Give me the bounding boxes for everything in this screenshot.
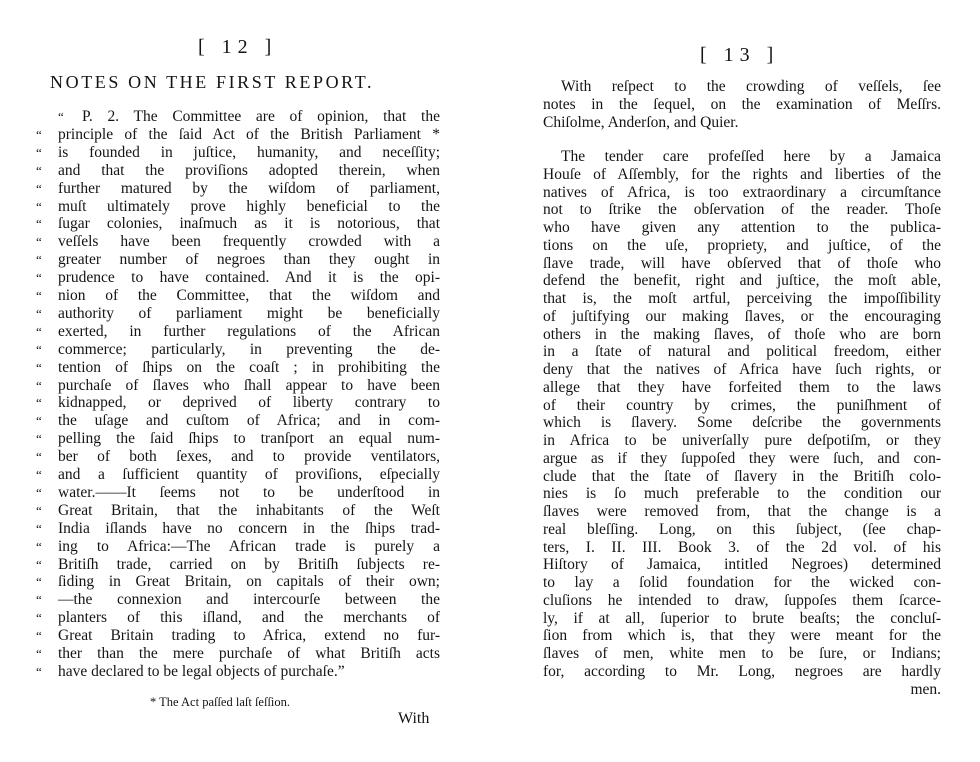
quote-mark: “ <box>36 323 42 339</box>
text-line: With reſpect to the crowding of veſſels, ſee <box>561 78 941 95</box>
quote-mark: “ <box>36 234 42 250</box>
text-line <box>36 573 446 591</box>
line-text: nion of the Committee, that the wiſdom and <box>58 287 440 304</box>
text-line <box>36 108 446 126</box>
line-text: purchaſe of ſlaves who ſhall appear to have been <box>58 376 440 394</box>
line-text: India iſlands have no concern in the ſhips trad- <box>58 519 440 537</box>
text-line: which is ſlavery. Some deſcribe the governments <box>543 414 941 432</box>
text-line <box>36 645 446 663</box>
text-line <box>36 233 446 251</box>
text-line: argue as if they ſuppoſed they were ſuch, and con- <box>543 449 941 467</box>
quote-mark: “ <box>36 144 42 160</box>
text-line <box>36 663 446 681</box>
line-text: greater number of negroes than they ought in <box>58 251 440 269</box>
line-text: pelling the ſaid ſhips to tranſport an equal num- <box>58 430 440 448</box>
text-line: men. <box>910 680 941 698</box>
text-line: that is, the moſt artful, perceiving the impoſſibility <box>543 290 941 308</box>
text-line <box>36 412 446 430</box>
text-line: natives of Africa, is too extraordinary a circumſtance <box>543 183 941 201</box>
line-text: ſiding in Great Britain, on capitals of their own; <box>58 573 440 591</box>
text-line: in Africa to be univerſally pure deſpotiſm, or they <box>543 432 941 450</box>
text-line: not to ſtrike the obſervation of the reader. Thoſe <box>543 201 941 219</box>
text-line: ſlaves of men, white men to be ſure, or Indians; <box>543 645 941 663</box>
quote-mark: “ <box>36 377 42 393</box>
page-heading: NOTES ON THE FIRST REPORT. <box>50 72 375 92</box>
line-text: prudence to have contained. And it is the opi- <box>58 269 440 287</box>
line-text: kidnapped, or deprived of liberty contrary to <box>58 394 440 412</box>
quote-mark: “ <box>36 502 42 518</box>
quote-mark: “ <box>36 126 42 142</box>
text-line: to lay a ſolid foundation for the wicked con- <box>543 574 941 592</box>
quote-mark: “ <box>36 449 42 465</box>
quote-mark: “ <box>36 198 42 214</box>
line-text: is founded in juſtice, humanity, and neceſſity; <box>58 143 440 161</box>
quote-mark: “ <box>36 341 42 357</box>
text-line: ſlaves were removed from, that the change is a <box>543 503 941 521</box>
line-text: Great Britain trading to Africa, extend no fur- <box>58 627 440 645</box>
text-line: tions on the uſe, propriety, and juſtice, of the <box>543 236 941 254</box>
quote-mark: “ <box>36 305 42 321</box>
text-line <box>36 287 446 305</box>
line-text: —the connexion and intercourſe between the <box>58 591 440 609</box>
text-line <box>36 162 446 180</box>
text-line <box>36 341 446 359</box>
text-line <box>36 305 446 323</box>
quote-mark: “ <box>36 663 42 679</box>
text-line <box>36 394 446 412</box>
text-line: The tender care profeſſed here by a Jamaica <box>561 148 941 166</box>
quote-mark: “ <box>36 467 42 482</box>
text-line: Houſe of Aſſembly, for the rights and liberties of the <box>543 165 941 183</box>
line-text: muſt ultimately prove highly beneficial to the <box>58 197 440 215</box>
text-line <box>36 502 446 520</box>
text-line: in a ſtate of natural and political freedom, either <box>543 343 941 361</box>
line-text: exerted, in further regulations of the African <box>58 322 440 340</box>
text-line: ſlave trade, will have obſerved that of thoſe who <box>543 254 941 272</box>
line-text: Great Britain, that the inhabitants of the Weſt <box>58 501 440 519</box>
text-line: cluſions he intended to draw, ſuppoſes them ſcarce- <box>543 591 941 609</box>
footnote: * The Act paſſed laſt ſeſſion. <box>150 695 291 709</box>
text-line: of juſtifying our making ſlaves, or the encouraging <box>543 307 941 325</box>
quote-mark: “ <box>36 556 42 572</box>
quote-mark: “ <box>36 395 42 411</box>
line-text: and a ſufficient quantity of proviſions, eſpecially <box>58 466 440 483</box>
text-line <box>36 609 446 627</box>
line-text: further matured by the wiſdom of parliament, <box>58 179 440 197</box>
text-line: others in the making ſlaves, of thoſe who are born <box>543 325 941 343</box>
line-text: ther than the mere purchaſe of what Britiſh acts <box>58 645 440 662</box>
text-line <box>36 591 446 609</box>
text-line: allege that they have forfeited them to the laws <box>543 378 941 396</box>
line-text: ing to Africa:—The African trade is purely a <box>58 537 440 555</box>
text-line <box>36 359 446 377</box>
text-line <box>36 448 446 466</box>
line-text: authority of parliament might be beneficially <box>58 304 440 322</box>
quote-mark: “ <box>36 359 42 375</box>
text-line <box>36 126 446 144</box>
line-text: water.——It ſeems not to be underſtood in <box>58 483 440 501</box>
left-page-number: [ 12 ] <box>198 36 278 58</box>
quote-mark: “ <box>36 520 42 536</box>
text-line: ſion from which is, that they were meant for the <box>543 627 941 645</box>
text-line: clude that the ſtate of ſlavery in the Britiſh colo- <box>543 467 941 485</box>
text-line: defend the benefit, right and juſtice, the moſt able, <box>543 272 941 290</box>
line-text: Britiſh trade, carried on by Britiſh ſubjects re- <box>58 555 440 573</box>
line-text: planters of this iſland, and the merchants of <box>58 609 440 627</box>
text-line <box>36 377 446 395</box>
quote-mark: “ <box>36 162 42 178</box>
text-line: ly, if at all, ſuperior to brute beaſts; the concluſ- <box>543 609 941 627</box>
text-line: Chiſolme, Anderſon, and Quier. <box>543 113 739 131</box>
text-line <box>36 323 446 341</box>
text-line <box>36 466 446 484</box>
quote-mark: “ <box>58 109 64 124</box>
line-text: veſſels have been frequently crowded with a <box>58 233 440 251</box>
text-line <box>36 556 446 574</box>
quote-mark: “ <box>36 413 42 429</box>
text-line <box>36 627 446 645</box>
catchword: With <box>398 710 430 727</box>
right-page-number: [ 13 ] <box>700 44 780 66</box>
quote-mark: “ <box>36 431 42 447</box>
text-line: for, according to Mr. Long, negroes are hardly <box>543 662 941 680</box>
text-line <box>36 520 446 538</box>
text-line: of their country by crimes, the puniſhment of <box>543 396 941 414</box>
quote-mark: “ <box>36 288 42 303</box>
quote-mark: “ <box>36 216 42 232</box>
text-line <box>36 198 446 216</box>
text-line: notes in the ſequel, on the examination of Meſſrs. <box>543 95 941 113</box>
text-line: who have given any attention to the publica- <box>543 219 941 237</box>
text-line: ters, I. II. III. Book 3. of the 2d vol. of his <box>543 538 941 556</box>
text-line: real bleſſing. Long, on this ſubject, (ſee chap- <box>543 520 941 538</box>
line-text: have declared to be legal objects of purchaſe.” <box>58 662 345 680</box>
text-line: deny that the natives of Africa have ſuch rights, or <box>543 361 941 379</box>
line-text: commerce; particularly, in preventing the de- <box>58 340 440 358</box>
text-line <box>36 215 446 233</box>
text-line <box>36 269 446 287</box>
quote-mark: “ <box>36 646 42 661</box>
quote-mark: “ <box>36 628 42 644</box>
quote-mark: “ <box>36 270 42 286</box>
line-text: P. 2. The Committee are of opinion, that the <box>82 108 440 125</box>
text-line <box>36 251 446 269</box>
quote-mark: “ <box>36 574 42 590</box>
text-line <box>36 538 446 556</box>
text-line: Hiſtory of Jamaica, intitled Negroes) determined <box>543 556 941 574</box>
line-text: ſugar colonies, inaſmuch as it is notorious, that <box>58 215 440 233</box>
line-text: and that the proviſions adopted therein, when <box>58 161 440 179</box>
quote-mark: “ <box>36 610 42 626</box>
quote-mark: “ <box>36 538 42 554</box>
text-line: nies is ſo much preferable to the condition our <box>543 485 941 503</box>
text-line <box>36 484 446 502</box>
quote-mark: “ <box>36 592 42 608</box>
line-text: principle of the ſaid Act of the British Parliament * <box>58 125 440 143</box>
text-line <box>36 430 446 448</box>
line-text: tention of ſhips on the coaſt ; in prohibiting the <box>58 358 440 376</box>
quote-mark: “ <box>36 180 42 196</box>
quote-mark: “ <box>36 484 42 500</box>
line-text: the uſage and cuſtom of Africa; and in com- <box>58 412 440 430</box>
text-line <box>36 144 446 162</box>
line-text: ber of both ſexes, and to provide ventilators, <box>58 448 440 466</box>
text-line <box>36 180 446 198</box>
quote-mark: “ <box>36 252 42 268</box>
